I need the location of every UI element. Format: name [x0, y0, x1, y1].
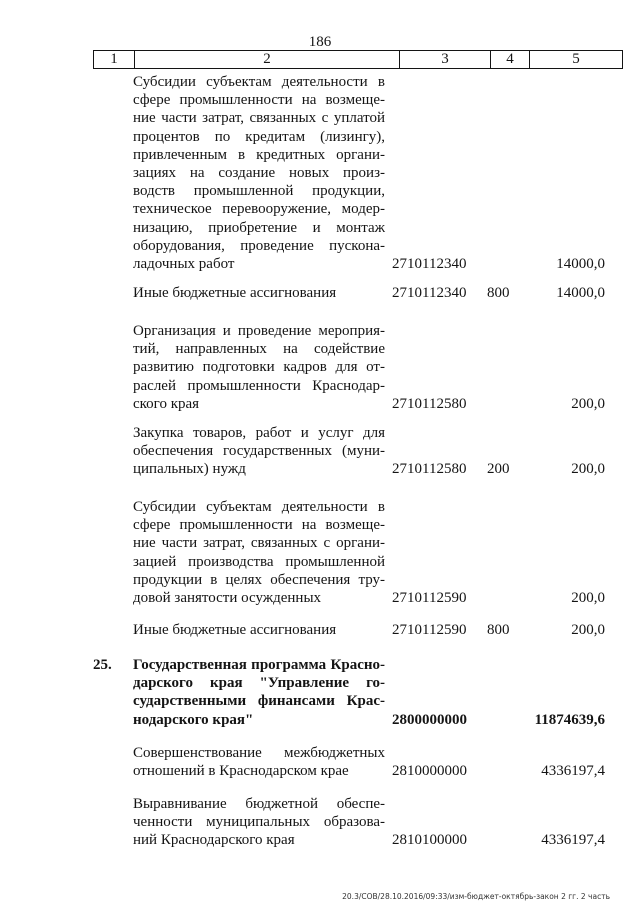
- description-line: ние части затрат, связанных с уплатой: [133, 110, 385, 127]
- description-line: ципальных) нужд: [133, 461, 246, 478]
- row-description: [133, 498, 385, 607]
- description-line: водств промышленной продукции,: [133, 183, 385, 200]
- target-code: 2710112340: [392, 285, 467, 301]
- row-description: [133, 322, 385, 413]
- description-line: раслей промышленности Краснодар-: [133, 377, 385, 394]
- row-number: 25.: [93, 657, 112, 673]
- amount-value: 200,0: [571, 461, 605, 478]
- amount-value: 4336197,4: [541, 763, 605, 780]
- column-header-5: 5: [530, 51, 623, 69]
- description-line: процентов по кредитам (лизингу),: [133, 128, 385, 145]
- description-line: тий, направленных на содействие: [133, 341, 385, 358]
- description-line: ченности муниципальных образова-: [133, 814, 385, 831]
- description-line: зациях на создание новых произ-: [133, 165, 385, 182]
- description-line: ний Краснодарского края: [133, 832, 295, 849]
- description-line: Выравнивание бюджетной обеспе-: [133, 796, 385, 812]
- page-number: 186: [308, 34, 332, 50]
- column-header-4: 4: [491, 51, 530, 69]
- description-line: техническое перевооружение, модер-: [133, 201, 385, 218]
- description-line: довой занятости осужденных: [133, 590, 322, 607]
- description-line: ние части затрат, связанных с органи-: [133, 535, 385, 552]
- description-line: развитию подготовки кадров для от-: [133, 359, 385, 376]
- description-line: обеспечения государственных (муни-: [133, 443, 385, 460]
- target-code: 2710112590: [392, 590, 467, 606]
- row-description: [133, 424, 385, 479]
- description-line: сфере промышленности на возмеще-: [133, 517, 385, 534]
- description-line: ладочных работ: [133, 256, 235, 273]
- column-header-3: 3: [400, 51, 491, 69]
- description-line: сфере промышленности на возмеще-: [133, 92, 385, 109]
- column-header-1: 1: [94, 51, 135, 69]
- target-code: 2800000000: [392, 711, 467, 728]
- target-code: 2810100000: [392, 832, 467, 849]
- description-line: Субсидии субъектам деятельности в: [133, 74, 385, 90]
- amount-value: 4336197,4: [541, 832, 605, 849]
- row-description: [133, 795, 385, 850]
- column-header-2: 2: [135, 51, 400, 69]
- target-code: 2710112590: [392, 622, 467, 638]
- row-description: [133, 656, 385, 729]
- description-line: привлеченным в кредитных органи-: [133, 146, 385, 163]
- amount-value: 14000,0: [556, 285, 605, 301]
- expense-type-code: 800: [487, 622, 510, 638]
- description-line: Иные бюджетные ассигнования: [133, 285, 337, 301]
- target-code: 2810000000: [392, 763, 467, 780]
- description-line: Совершенствование межбюджетных: [133, 745, 385, 761]
- description-line: низацию, приобретение и монтаж: [133, 219, 385, 236]
- column-header-table: [93, 50, 623, 69]
- description-line: сударственными финансами Крас-: [133, 693, 385, 710]
- description-line: отношений в Краснодарском крае: [133, 763, 349, 780]
- row-description: [133, 621, 385, 639]
- description-line: ского края: [133, 395, 200, 412]
- description-line: зацией производства промышленной: [133, 553, 385, 570]
- amount-value: 14000,0: [556, 256, 605, 272]
- amount-value: 11874639,6: [534, 711, 605, 728]
- description-line: нодарского края": [133, 711, 254, 728]
- description-line: Организация и проведение мероприя-: [133, 323, 385, 339]
- description-line: дарского края "Управление го-: [133, 675, 385, 692]
- description-line: оборудования, проведение пускона-: [133, 237, 385, 254]
- target-code: 2710112580: [392, 461, 467, 478]
- row-description: [133, 73, 385, 273]
- row-description: [133, 284, 385, 302]
- description-line: Субсидии субъектам деятельности в: [133, 499, 385, 515]
- amount-value: 200,0: [571, 590, 605, 606]
- description-line: Закупка товаров, работ и услуг для: [133, 425, 385, 441]
- description-line: продукции в целях обеспечения тру-: [133, 571, 385, 588]
- expense-type-code: 800: [487, 285, 510, 301]
- expense-type-code: 200: [487, 461, 510, 478]
- target-code: 2710112340: [392, 256, 467, 272]
- row-description: [133, 744, 385, 780]
- footer-file-reference: 20.3/СОВ/28.10.2016/09:33/изм-бюджет-октябрь-закон 2 гг. 2 часть: [342, 892, 610, 901]
- description-line: Иные бюджетные ассигнования: [133, 622, 337, 638]
- amount-value: 200,0: [571, 622, 605, 638]
- target-code: 2710112580: [392, 395, 467, 412]
- amount-value: 200,0: [571, 395, 605, 412]
- description-line: Государственная программа Красно-: [133, 657, 385, 673]
